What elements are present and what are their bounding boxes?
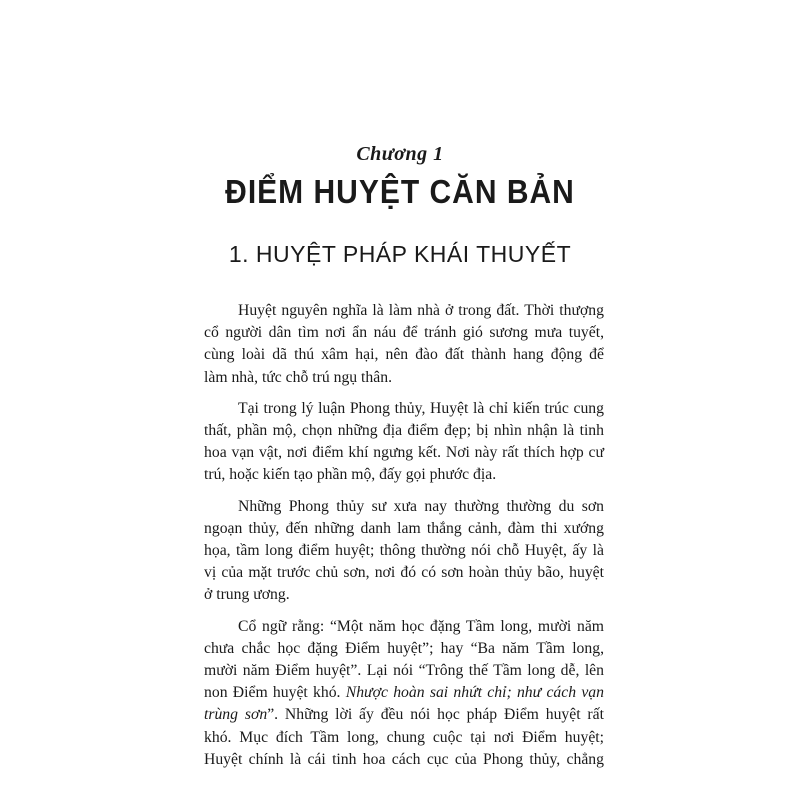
text-line: hoa vạn vật, nơi điểm khí ngưng kết. Nơi này rất thích hợp cư [204, 444, 604, 462]
text-line: Huyệt nguyên nghĩa là làm nhà ở trong đất. Thời thượng [238, 302, 604, 319]
text-line: ngoạn thủy, đến những danh lam thắng cảnh, đàm thi xướng [204, 519, 604, 537]
text-line: khó. Mục đích Tầm long, chung cuộc tại nơi Điểm huyệt; [204, 728, 604, 746]
text-line: cùng loài dã thú xâm hại, nên đào đất thành hang động để [204, 346, 604, 364]
italic-quote: Nhược hoàn sai nhứt chỉ; như cách vạn [345, 684, 604, 702]
body-text [204, 300, 604, 780]
chapter-label: Chương 1 [356, 143, 444, 165]
paragraph-2 [204, 398, 604, 487]
text-line: cổ người dân tìm nơi ẩn náu để tránh gió sương mưa tuyết, [204, 324, 604, 342]
text-run: ”. Những lời ấy đều nói học pháp Điểm huyệt rất [267, 706, 604, 724]
paragraph-3 [204, 496, 604, 607]
text-line: Tại trong lý luận Phong thủy, Huyệt là chỉ kiến trúc cung [238, 399, 604, 417]
italic-quote: trùng sơn [204, 706, 268, 724]
text-line: Cổ ngữ rằng: “Một năm học đặng Tầm long, mười năm [238, 617, 604, 635]
text-line: ở trung ương. [204, 586, 290, 604]
text-line: chưa chắc học đặng Điểm huyệt”; hay “Ba năm Tầm long, [204, 639, 604, 657]
text-line: thất, phần mộ, chọn những địa điểm đẹp; bị nhìn nhận là tinh [204, 422, 604, 440]
text-line: vị của mặt trước chủ sơn, nơi đó có sơn hoàn thủy bão, huyệt [204, 564, 604, 582]
text-line: làm nhà, tức chỗ trú ngụ thân. [204, 368, 392, 386]
text-line: Những Phong thủy sư xưa nay thường thường du sơn [238, 497, 604, 515]
text-line [204, 682, 604, 704]
chapter-title: ĐIỂM HUYỆT CĂN BẢN [225, 173, 575, 211]
text-run: non Điểm huyệt khó. [204, 684, 346, 702]
section-title: 1. HUYỆT PHÁP KHÁI THUYẾT [228, 241, 572, 267]
paragraph-1 [204, 300, 604, 389]
text-line: mười năm Điểm huyệt”. Lại nói “Trông thế Tầm long dễ, lên [204, 662, 604, 680]
text-line [204, 704, 604, 726]
paragraph-4 [204, 616, 604, 771]
text-line: trú, hoặc kiến tạo phần mộ, đấy gọi phước địa. [204, 466, 497, 484]
text-line: họa, tầm long điểm huyệt; thông thường nói chỗ Huyệt, ấy là [204, 542, 604, 560]
text-line: Huyệt chính là cái tinh hoa cách cục của Phong thủy, chẳng [204, 750, 604, 768]
